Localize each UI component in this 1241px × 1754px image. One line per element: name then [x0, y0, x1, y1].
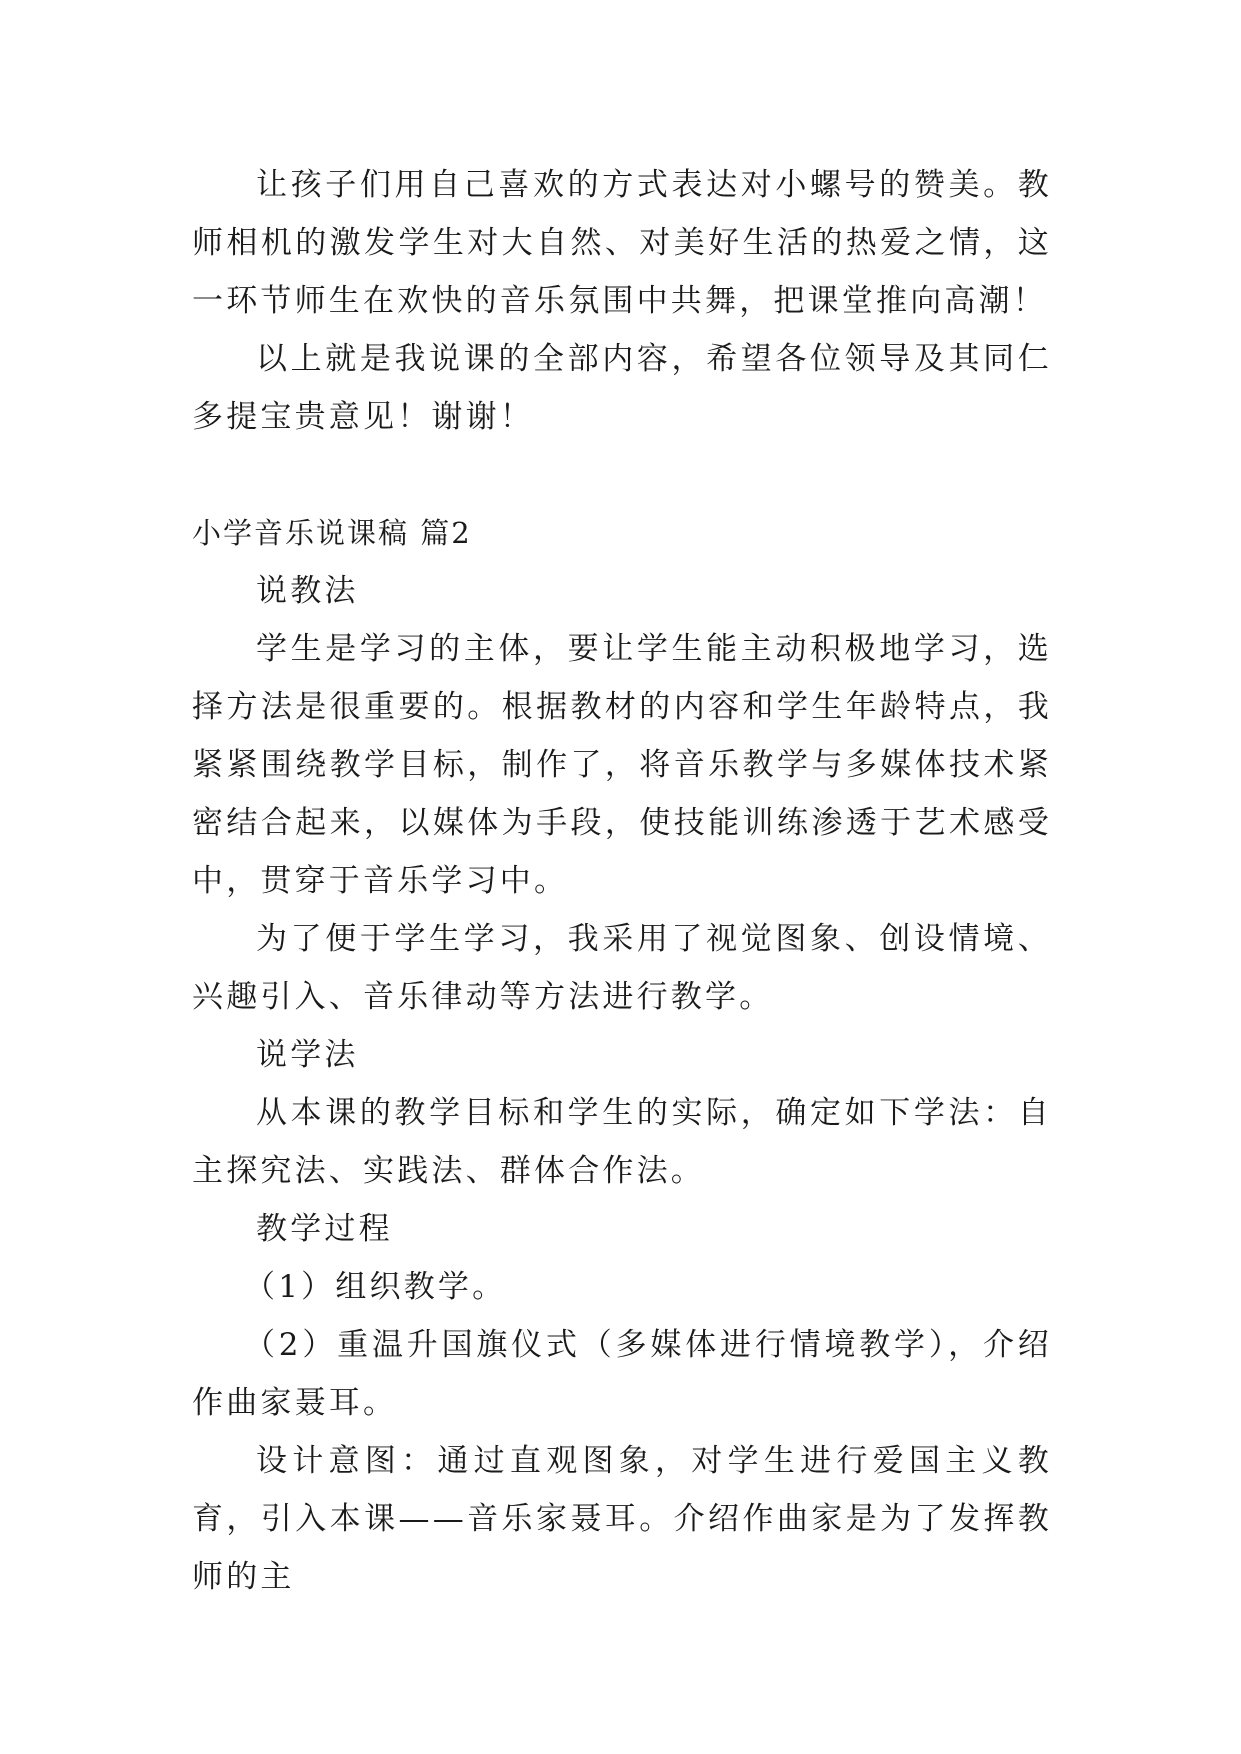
subheading-teaching-process: 教学过程: [256, 1211, 393, 1247]
document-body: [192, 156, 1052, 1606]
list-item-organize-teaching: （1）组织教学。: [244, 1269, 507, 1305]
paragraph-learning-method: 从本课的教学目标和学生的实际，确定如下学法：自主探究法、实践法、群体合作法。: [192, 1095, 1052, 1189]
subheading-teaching-method: 说教法: [256, 573, 359, 609]
paragraph-design-intent: 设计意图：通过直观图象，对学生进行爱国主义教育，引入本课——音乐家聂耳。介绍作曲家是为了发挥教师的主: [192, 1443, 1052, 1595]
paragraph-teaching-method: 学生是学习的主体，要让学生能主动积极地学习，选择方法是很重要的。根据教材的内容和学生年龄特点，我紧紧围绕教学目标，制作了，将音乐教学与多媒体技术紧密结合起来，以媒体为手段，使技能训练渗透于艺术感受中，贯穿于音乐学习中。: [192, 631, 1052, 899]
list-item-flag-ceremony: （2）重温升国旗仪式（多媒体进行情境教学），介绍作曲家聂耳。: [192, 1327, 1052, 1421]
paragraph-methods-used: 为了便于学生学习，我采用了视觉图象、创设情境、兴趣引入、音乐律动等方法进行教学。: [192, 921, 1052, 1015]
paragraph-closing-thanks: 以上就是我说课的全部内容，希望各位领导及其同仁多提宝贵意见！谢谢！: [192, 341, 1052, 435]
section-title: 小学音乐说课稿 篇2: [192, 516, 472, 550]
subheading-learning-method: 说学法: [256, 1037, 359, 1073]
paragraph-praise-conch: 让孩子们用自己喜欢的方式表达对小螺号的赞美。教师相机的激发学生对大自然、对美好生活的热爱之情，这一环节师生在欢快的音乐氛围中共舞，把课堂推向高潮！: [192, 167, 1052, 319]
section-spacer: [192, 446, 1052, 504]
